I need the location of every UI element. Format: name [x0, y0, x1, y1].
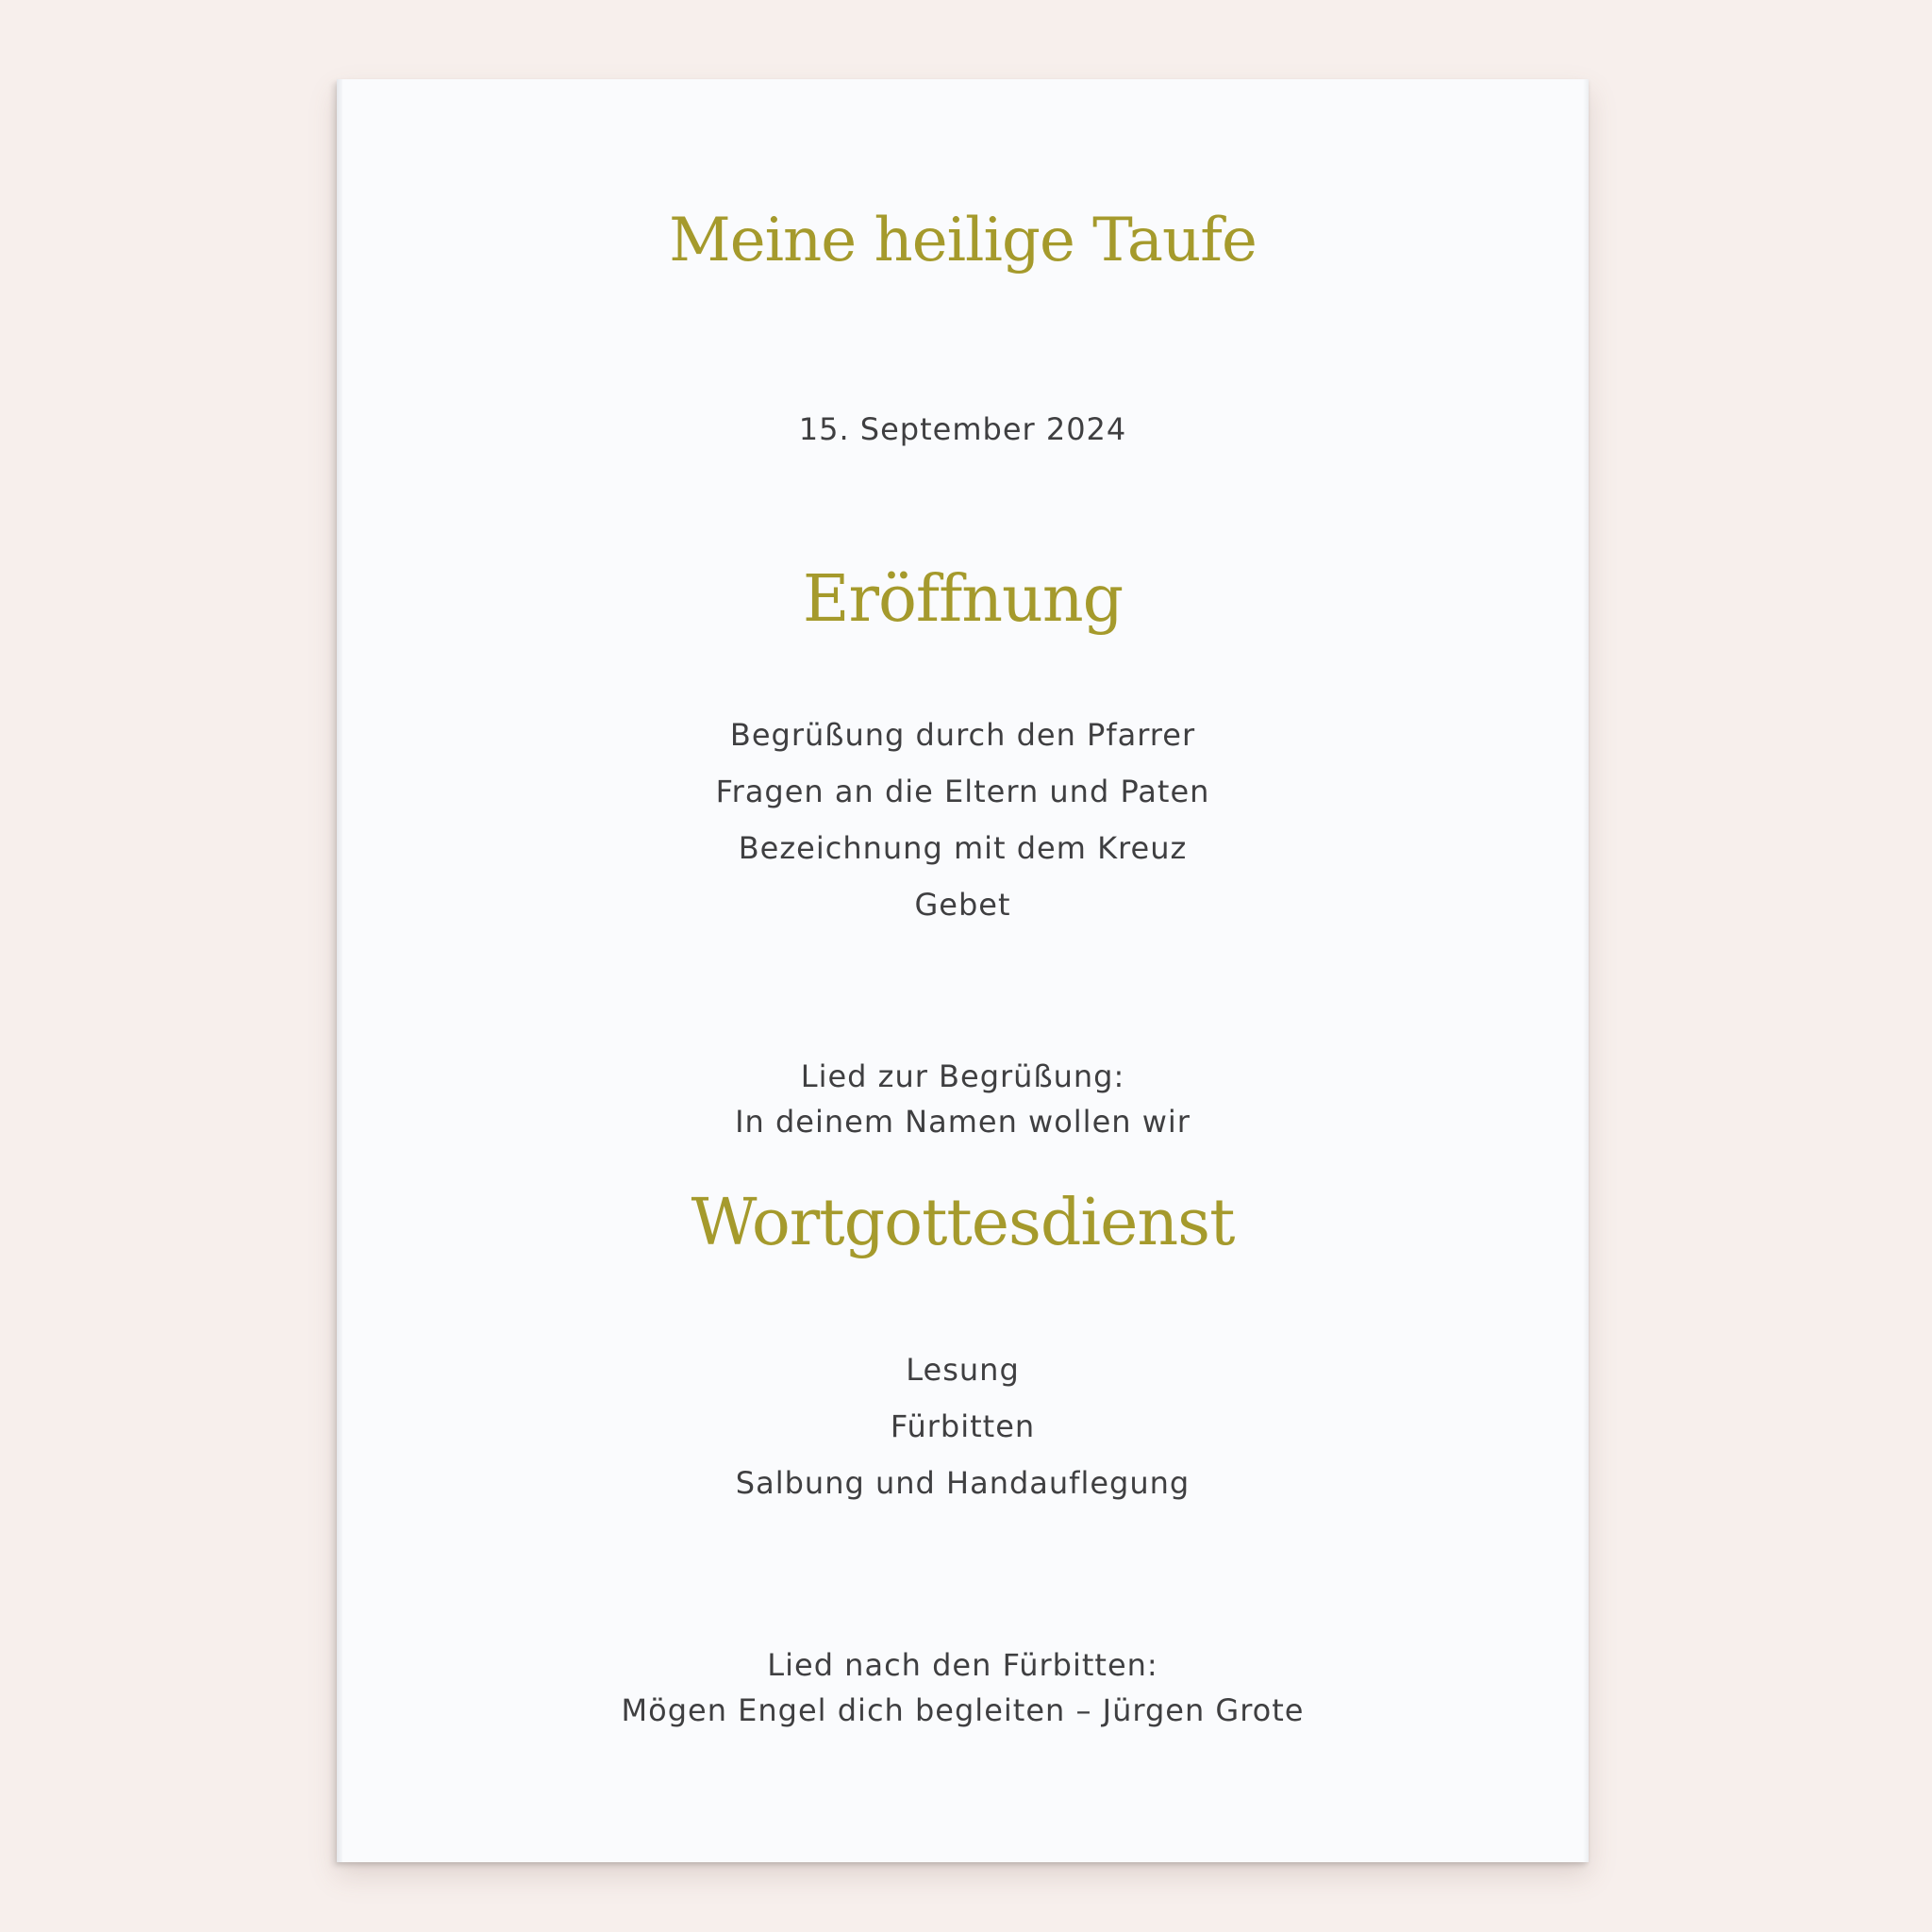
list-item: Fürbitten: [890, 1408, 1036, 1444]
song-label: Lied zur Begrüßung:: [800, 1058, 1125, 1094]
song-title: In deinem Namen wollen wir: [735, 1104, 1191, 1140]
list-item: Gebet: [914, 887, 1011, 923]
list-item: Lesung: [906, 1352, 1020, 1388]
list-item: Bezeichnung mit dem Kreuz: [738, 830, 1188, 866]
program-card: [337, 79, 1589, 1862]
section-heading-eroeffnung: Eröffnung: [802, 562, 1124, 637]
song-title: Mögen Engel dich begleiten – Jürgen Grote: [621, 1692, 1305, 1728]
event-date: 15. September 2024: [798, 411, 1127, 447]
list-item: Begrüßung durch den Pfarrer: [729, 717, 1196, 753]
list-item: Fragen an die Eltern und Paten: [715, 774, 1210, 809]
card-title: Meine heilige Taufe: [669, 206, 1257, 275]
section-heading-wortgottesdienst: Wortgottesdienst: [691, 1186, 1235, 1260]
list-item: Salbung und Handauflegung: [735, 1465, 1191, 1501]
song-label: Lied nach den Fürbitten:: [767, 1647, 1158, 1683]
